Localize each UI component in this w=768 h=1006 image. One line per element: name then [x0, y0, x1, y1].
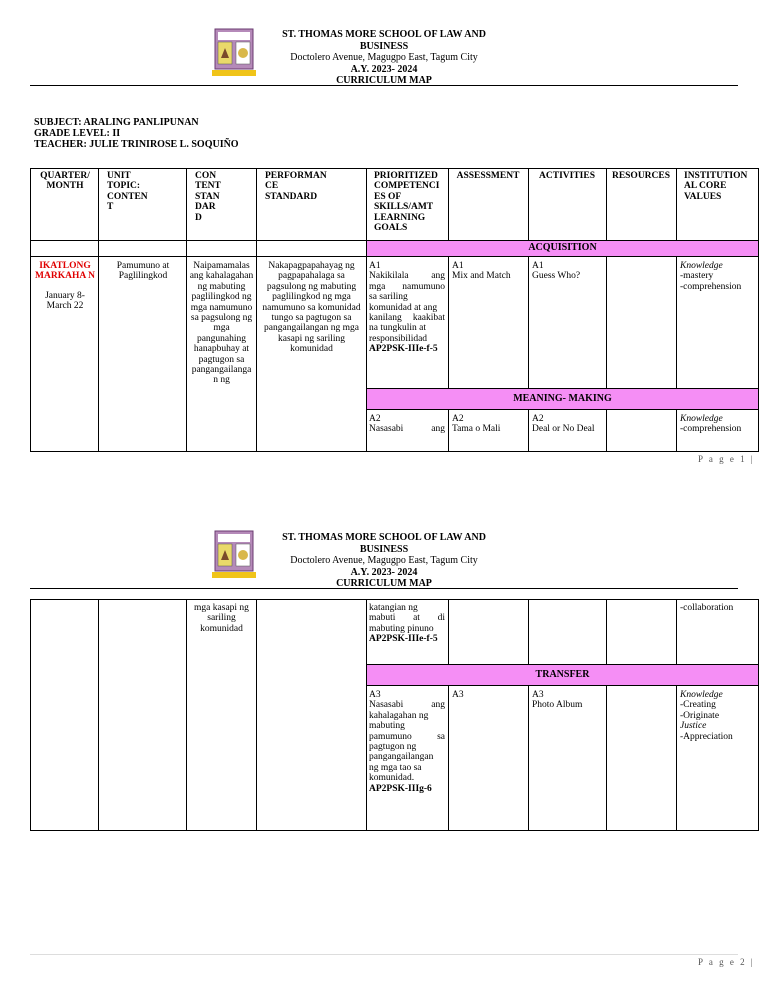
page-number: P a g e 1 |: [698, 454, 755, 464]
table-divider: [528, 409, 529, 452]
footer-rule: [30, 954, 738, 955]
academic-year: A.Y. 2023- 2024: [350, 63, 418, 75]
table-divider: [98, 599, 99, 831]
header-quarter: QUARTER/ MONTH: [40, 171, 90, 192]
table-divider: [528, 685, 529, 831]
table-divider: [528, 599, 529, 664]
table-divider: [448, 599, 449, 664]
school-address: Doctolero Avenue, Magugpo East, Tagum City: [290, 555, 478, 566]
competency-a2-continued: katangian ng mabuti at di mabuting pinuno AP2PSK-IIIe-f-5: [369, 603, 445, 645]
competency-a2: A2 Nasasabi ang: [369, 414, 445, 435]
table-divider: [448, 685, 449, 831]
core-values-a1: Knowledge -mastery -comprehension: [680, 261, 742, 292]
section-meaning-making: MEANING- MAKING: [366, 388, 759, 410]
table-divider: [606, 168, 607, 240]
table-divider: [448, 256, 449, 388]
teacher-label: TEACHER: JULIE TRINIROSE L. SOQUIÑO: [34, 139, 239, 150]
activity-a2: A2 Deal or No Deal: [532, 414, 595, 435]
header-content-standard: CON TENT STAN DAR D: [195, 171, 221, 223]
section-transfer: TRANSFER: [366, 664, 759, 686]
header-rule: [30, 85, 738, 86]
header-performance-standard: PERFORMAN CE STANDARD: [265, 171, 327, 202]
quarter-dates: January 8- March 22: [45, 290, 85, 312]
activity-a3: A3 Photo Album: [532, 690, 583, 711]
table-divider: [528, 168, 529, 240]
competency-a1: A1 Nakikilala ang mga namumuno sa sariling komunidad at ang kanilang kaakibat na tungkulin at responsibilidad AP2PSK-IIIe-f-5: [369, 261, 445, 355]
table-divider: [606, 685, 607, 831]
activity-a1: A1 Guess Who?: [532, 261, 581, 282]
section-acquisition: ACQUISITION: [366, 240, 759, 257]
school-logo: [212, 530, 256, 580]
table-divider: [606, 599, 607, 664]
school-name: ST. THOMAS MORE SCHOOL OF LAW AND BUSINESS: [282, 532, 486, 555]
core-values-a3: Knowledge -Creating -Originate Justice -Appreciation: [680, 690, 733, 742]
document-meta: [34, 117, 239, 150]
school-header: [257, 532, 511, 590]
table-divider: [256, 168, 257, 452]
table-divider: [676, 409, 677, 452]
page-number: P a g e 2 |: [698, 957, 755, 967]
table-divider: [528, 256, 529, 388]
core-values-a2-continued: -collaboration: [680, 603, 734, 613]
table-divider: [676, 685, 677, 831]
subject-label: SUBJECT: ARALING PANLIPUNAN: [34, 117, 199, 128]
table-divider: [256, 599, 257, 831]
header-resources: RESOURCES: [611, 171, 671, 181]
content-standard: Naipamamalas ang kahalagahan ng mabuting paglilingkod ng mga namumuno sa pagsulong ng mga pangunahing hanapbuhay at pagtugon sa pangangailanga n ng: [189, 261, 254, 386]
table-divider: [98, 168, 99, 452]
table-divider: [676, 599, 677, 664]
table-divider: [448, 168, 449, 240]
quarter-cell: [34, 261, 96, 312]
school-address: Doctolero Avenue, Magugpo East, Tagum City: [290, 52, 478, 63]
header-assessment: ASSESSMENT: [456, 171, 520, 181]
performance-standard: Nakapagpapahayag ng pagpapahalaga sa pagsulong ng mabuting paglilingkod ng mga namumuno sa komunidad tungo sa pagtugon sa pangangailangan ng mga kasapi ng sariling komunidad: [262, 261, 361, 355]
competency-a3: A3 Nasasabi ang kahalagahan ng mabuting pamumuno sa pagtugon ng pangangailangan ng mga tao sa komunidad. AP2PSK-IIIg-6: [369, 690, 445, 794]
header-prioritized: PRIORITIZED COMPETENCI ES OF SKILLS/AMT LEARNING GOALS: [374, 171, 440, 234]
content-standard-continued: mga kasapi ng sariling komunidad: [194, 603, 249, 634]
table-divider: [186, 599, 187, 831]
school-logo: [212, 28, 256, 78]
grade-level-label: GRADE LEVEL: II: [34, 128, 121, 139]
assessment-a3: A3: [452, 690, 464, 700]
table-divider: [606, 409, 607, 452]
table-divider: [186, 168, 187, 452]
table-divider: [676, 168, 677, 240]
assessment-a1: A1 Mix and Match: [452, 261, 511, 282]
table-divider: [676, 256, 677, 388]
school-name: ST. THOMAS MORE SCHOOL OF LAW AND BUSINESS: [282, 29, 486, 52]
school-header: [257, 29, 511, 87]
header-activities: ACTIVITIES: [539, 171, 595, 181]
header-rule: [30, 588, 738, 589]
table-divider: [366, 599, 367, 831]
core-values-a2: Knowledge -comprehension: [680, 414, 742, 435]
table-divider: [606, 256, 607, 388]
document-title: CURRICULUM MAP: [336, 578, 432, 589]
header-core-values: INSTITUTION AL CORE VALUES: [684, 171, 748, 202]
table-divider: [448, 409, 449, 452]
document-title: CURRICULUM MAP: [336, 75, 432, 86]
academic-year: A.Y. 2023- 2024: [350, 566, 418, 578]
quarter-name: IKATLONG MARKAHA N: [35, 261, 95, 282]
header-unit-topic: UNIT TOPIC: CONTEN T: [107, 171, 148, 213]
unit-topic: Pamumuno at Paglilingkod: [116, 261, 170, 282]
assessment-a2: A2 Tama o Mali: [452, 414, 501, 435]
